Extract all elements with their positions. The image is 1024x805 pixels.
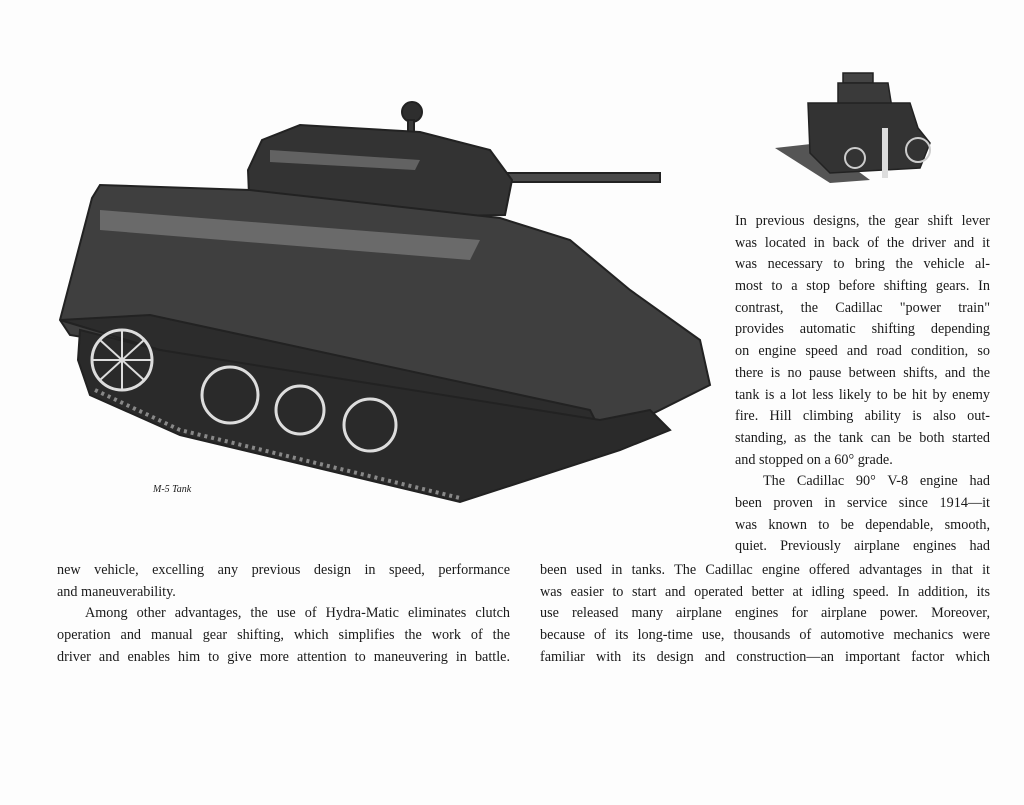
text-line: quiet. Previously airplane engines had	[735, 538, 990, 555]
small-tank-illustration	[770, 68, 940, 188]
bottom-left-text-column	[57, 560, 510, 668]
text-line: new vehicle, excelling any previous design in speed, performance	[57, 562, 510, 578]
text-line: been proven in service since 1914—it	[735, 494, 990, 511]
text-line: was necessary to bring the vehicle al-	[735, 256, 990, 273]
text-line: operation and manual gear shifting, which simplifies the work of the	[57, 627, 510, 644]
text-line: tank is a lot less likely to be hit by enemy	[735, 386, 990, 403]
text-line: standing, as the tank can be both started	[735, 429, 990, 446]
text-line: most to a stop before shifting gears. In	[735, 278, 990, 295]
text-line: fire. Hill climbing ability is also out-	[735, 408, 990, 425]
text-line: was located in back of the driver and it	[735, 234, 990, 251]
text-line: on engine speed and road condition, so	[735, 343, 990, 360]
text-line: was known to be dependable, smooth,	[735, 516, 990, 533]
figure-caption: M-5 Tank	[153, 484, 192, 495]
text-line: driver and enables him to give more attention to maneuvering in battle.	[57, 648, 510, 665]
text-line: In previous designs, the gear shift lever	[735, 213, 990, 229]
text-line: contrast, the Cadillac "power train"	[735, 299, 990, 316]
text-line: familiar with its design and construction—an important factor which	[540, 648, 990, 665]
text-line: provides automatic shifting depending	[735, 321, 990, 338]
text-line: The Cadillac 90° V-8 engine had	[763, 473, 990, 490]
text-line: was easier to start and operated better at idling speed. In addition, its	[540, 583, 990, 600]
m5-tank-illustration	[0, 90, 720, 510]
text-line: use released many airplane engines for airplane power. Moreover,	[540, 605, 990, 622]
right-text-column	[735, 211, 990, 558]
text-line: and maneuverability.	[57, 583, 176, 600]
text-line: because of its long-time use, thousands of automotive mechanics were	[540, 627, 990, 644]
text-line: Among other advantages, the use of Hydra-Matic eliminates clutch	[85, 605, 510, 622]
text-line: been used in tanks. The Cadillac engine offered advantages in that it	[540, 562, 990, 578]
text-line: and stopped on a 60° grade.	[735, 451, 893, 468]
bottom-right-text-column	[540, 560, 990, 668]
text-line: there is no pause between shifts, and the	[735, 364, 990, 381]
